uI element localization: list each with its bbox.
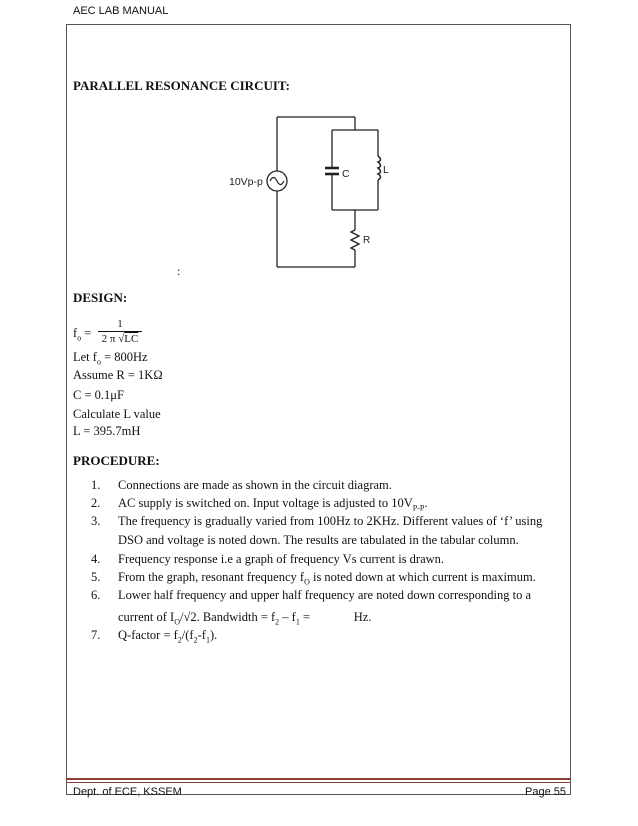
formula-numerator: 1 [98,318,142,332]
capacitor-symbol [325,168,339,174]
design-line-inductance: L = 395.7mH [73,424,141,438]
section-title: PARALLEL RESONANCE CIRCUIT: [73,78,290,93]
procedure-item: 2. AC supply is switched on. Input voltage is adjusted to $10V_{P-P}$. [91,496,428,513]
footer-department: Dept. of ECE, KSSEM [73,786,182,798]
formula-denominator: 2 π √LC [101,333,139,345]
design-line-calculate: Calculate L value [73,407,161,421]
procedure-item: 6. Lower half frequency and upper half frequency are noted down corresponding to a [91,588,532,602]
design-line-frequency: Let $f_o = 800Hz$ [73,350,148,367]
design-line-capacitance: C = 0.1μF [73,388,124,402]
procedure-list [73,476,542,644]
inductor-label: L [383,164,389,176]
resistor-label: R [363,235,371,246]
procedure-item: 7. Q-factor = $f_2/(f_2-f_1)$. [91,628,218,645]
procedure-item: 1. Connections are made as shown in the circuit diagram. [91,478,392,492]
procedure-item-continuation: current of $I_O/√2$. Bandwidth = $f_2 - f_1$ = Hz. [118,610,372,627]
parallel-resonance-circuit-diagram [228,110,388,275]
procedure-heading: PROCEDURE: [73,453,160,468]
figure-caption: : [177,264,181,278]
procedure-item: 5. From the graph, resonant frequency $f_O$ is noted down at which current is maximum. [91,570,536,587]
ac-source-symbol [267,171,287,191]
procedure-item: 4. Frequency response i.e a graph of frequency Vs current is drawn. [91,552,445,566]
source-label: 10Vp-p [229,176,263,188]
resonance-formula-fraction [98,318,142,345]
footer-page-number: Page 55 [525,786,566,798]
design-heading: DESIGN: [73,290,128,305]
capacitor-label: C [342,168,350,180]
procedure-item: 3. The frequency is gradually varied from 100Hz to 2KHz. Different values of ‘f’ using [91,514,543,528]
design-line-resistance: Assume R = 1KΩ [73,368,163,382]
inductor-symbol [378,156,381,180]
formula-lhs: $f_o$ = [73,326,92,343]
footer-rule-thin [66,782,571,783]
footer-rule-thick [66,778,571,780]
procedure-item-continuation: DSO and voltage is noted down. The results are tabulated in the tabular column. [118,533,519,547]
resistor-symbol [351,230,359,250]
header-title: AEC LAB MANUAL [73,5,169,17]
